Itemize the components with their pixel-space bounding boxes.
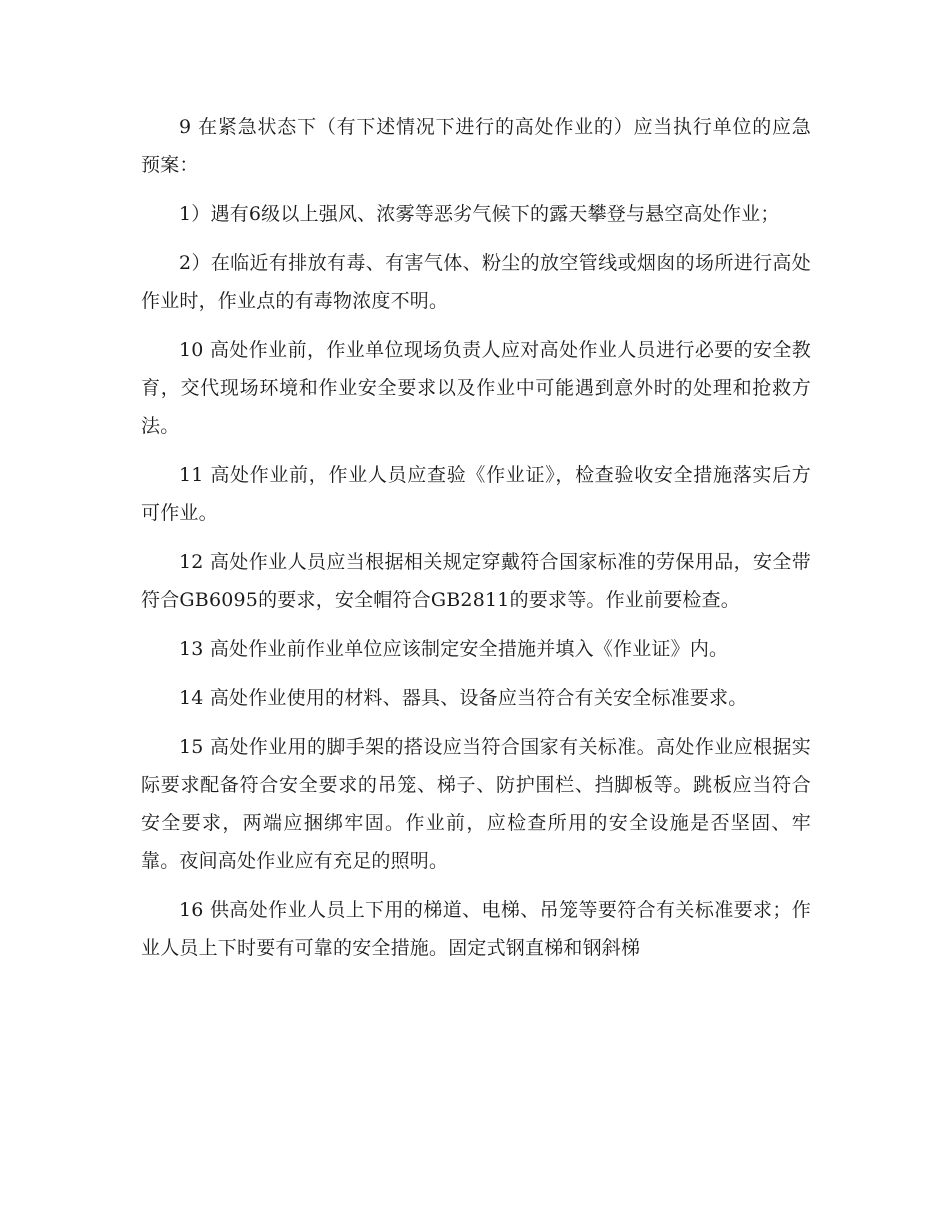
paragraph-item-10: 10 高处作业前，作业单位现场负责人应对高处作业人员进行必要的安全教育，交代现场环境和作业安全要求以及作业中可能遇到意外时的处理和抢救方法。 — [141, 339, 811, 437]
paragraph-item-15: 15 高处作业用的脚手架的搭设应当符合国家有关标准。高处作业应根据实际要求配备符合安全要求的吊笼、梯子、防护围栏、挡脚板等。跳板应当符合安全要求，两端应捆绑牢固。作业前，应检查所用的安全设施是否坚固、牢靠。夜间高处作业应有充足的照明。 — [141, 736, 811, 872]
paragraph-subitem-1: 1）遇有6级以上强风、浓雾等恶劣气候下的露天攀登与悬空高处作业； — [179, 203, 780, 225]
paragraph-item-14: 14 高处作业使用的材料、器具、设备应当符合有关安全标准要求。 — [179, 687, 748, 709]
document-page — [141, 108, 811, 978]
paragraph-item-12: 12 高处作业人员应当根据相关规定穿戴符合国家标准的劳保用品，安全带符合GB6095的要求，安全帽符合GB2811的要求等。作业前要检查。 — [141, 551, 811, 611]
paragraph-item-13: 13 高处作业前作业单位应该制定安全措施并填入《作业证》内。 — [179, 638, 729, 660]
paragraph-item-11: 11 高处作业前，作业人员应查验《作业证》，检查验收安全措施落实后方可作业。 — [141, 464, 811, 524]
paragraph-item-9: 9 在紧急状态下（有下述情况下进行的高处作业的）应当执行单位的应急预案： — [141, 116, 811, 176]
paragraph-subitem-2: 2）在临近有排放有毒、有害气体、粉尘的放空管线或烟囱的场所进行高处作业时，作业点的有毒物浓度不明。 — [141, 252, 811, 312]
paragraph-item-16: 16 供高处作业人员上下用的梯道、电梯、吊笼等要符合有关标准要求；作业人员上下时要有可靠的安全措施。固定式钢直梯和钢斜梯 — [141, 899, 811, 959]
